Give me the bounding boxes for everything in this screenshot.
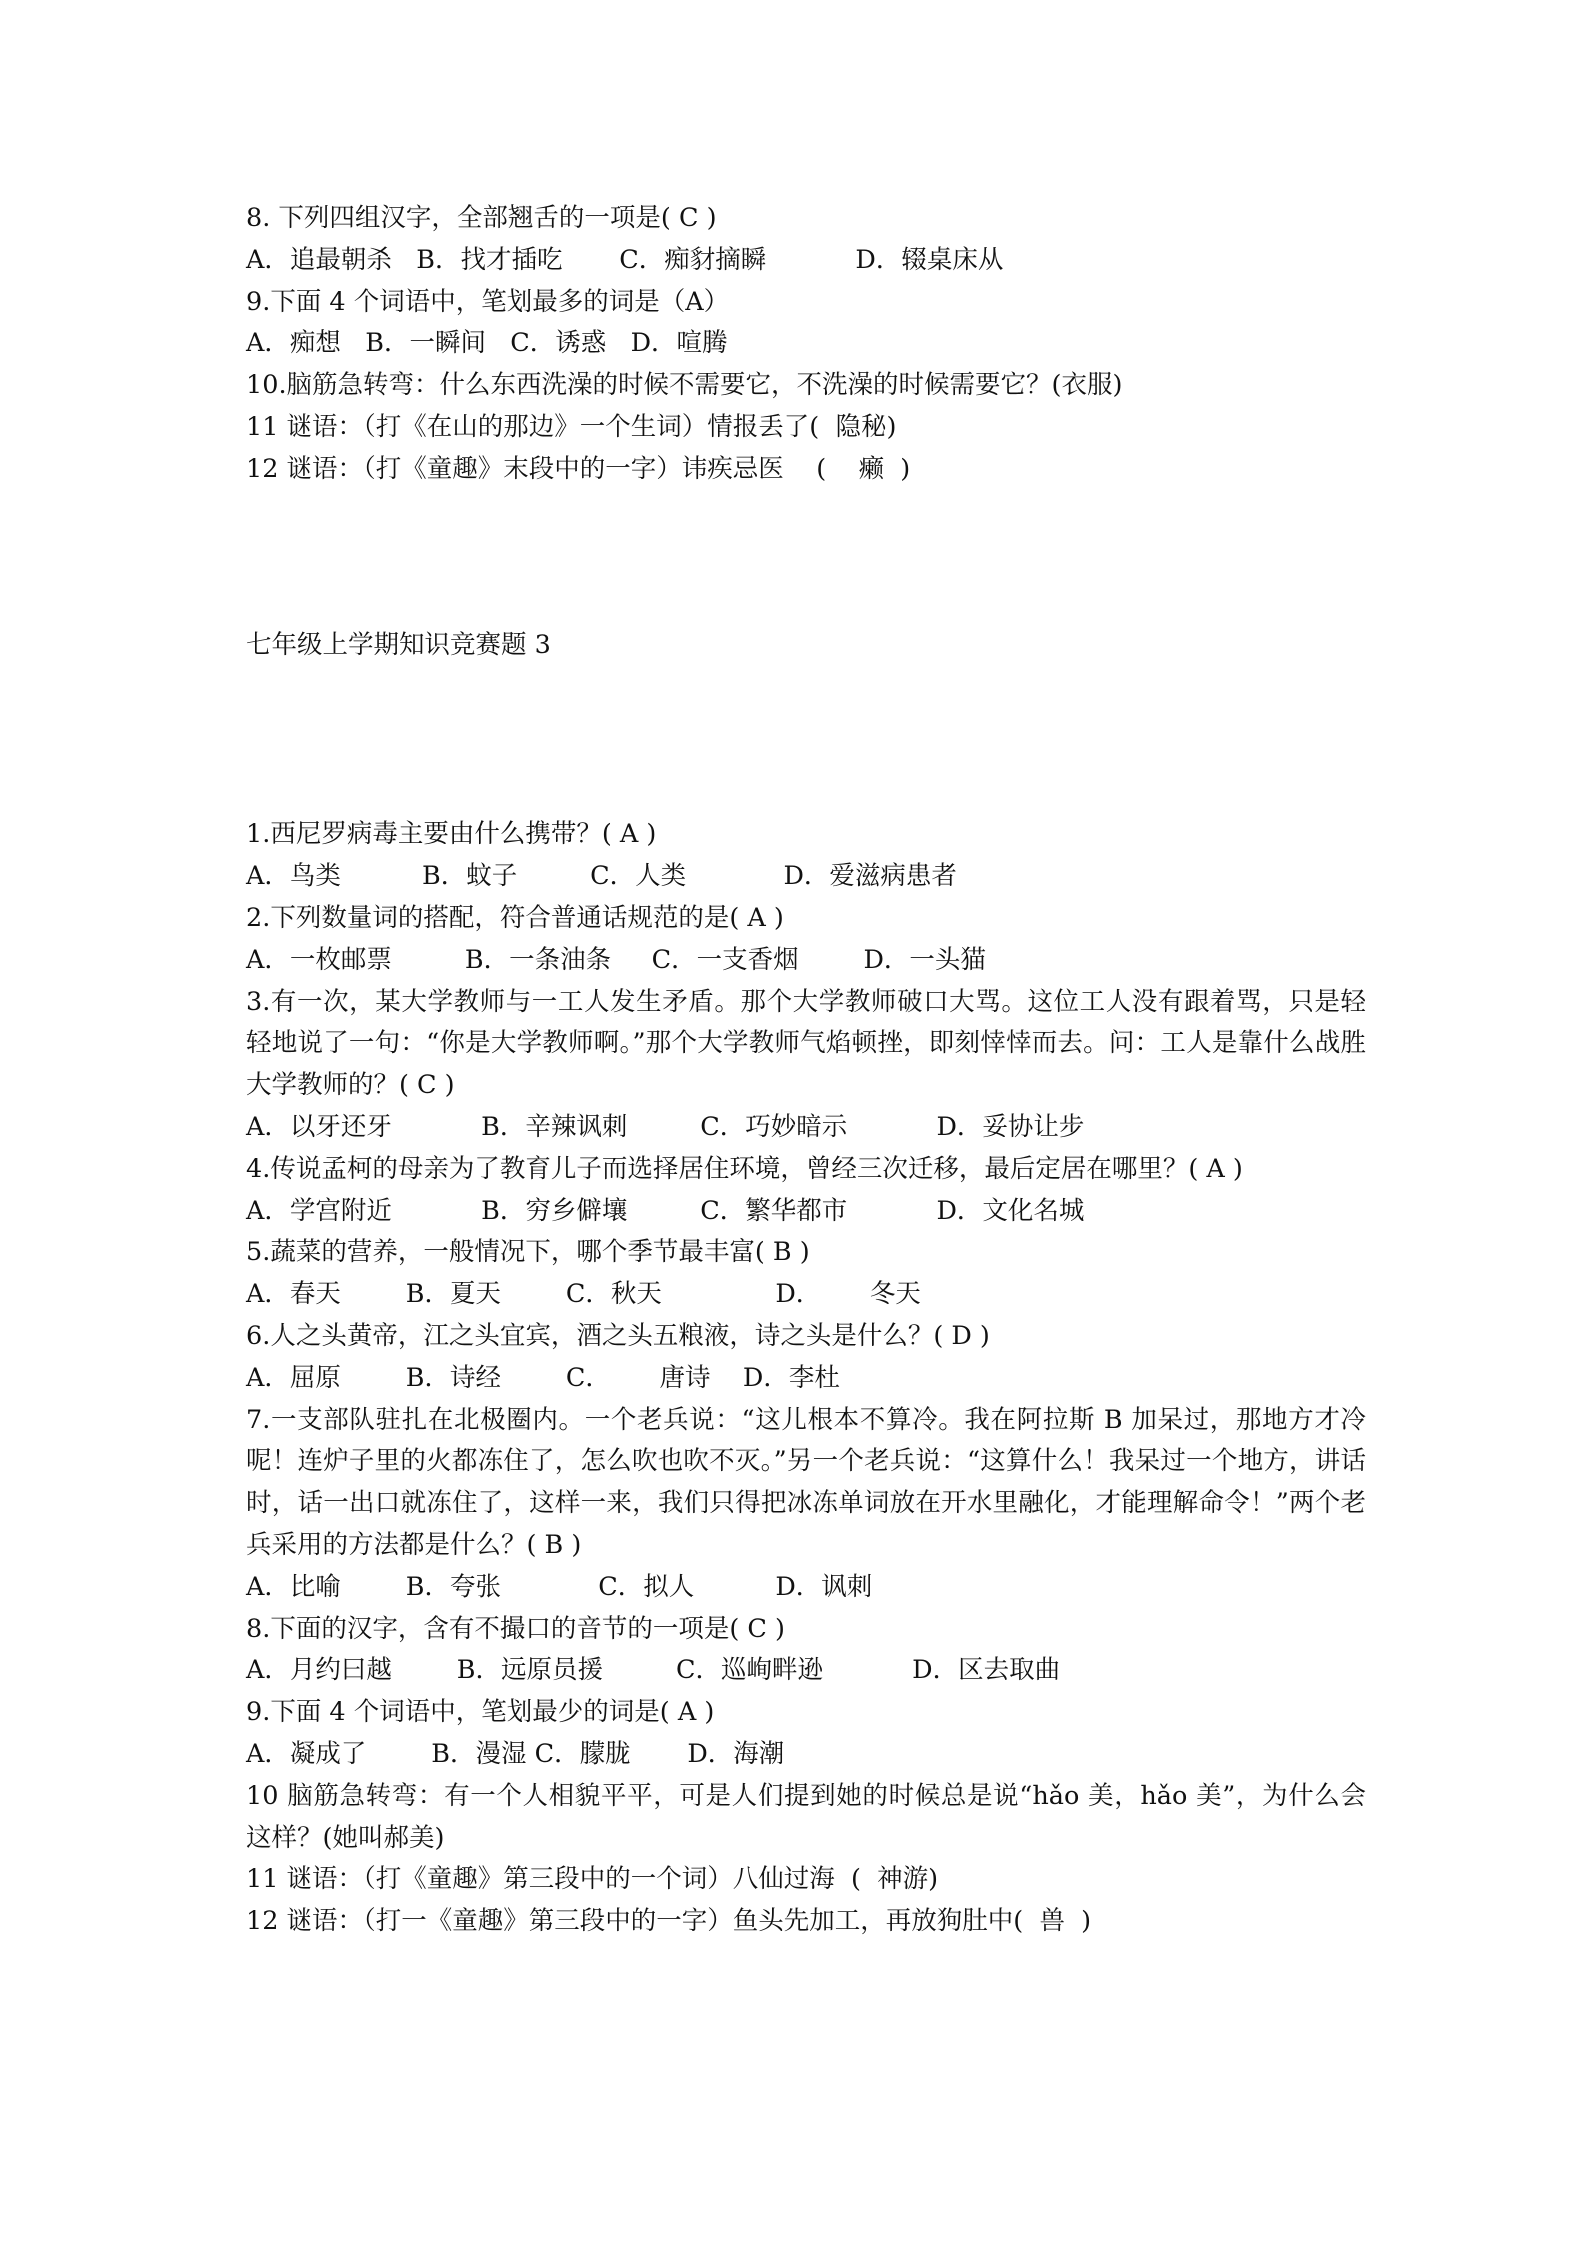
options-line: A．凝成了 B．漫湿 C．朦胧 D．海潮: [246, 1738, 785, 1769]
options-line: A．以牙还牙 B．辛辣讽刺 C．巧妙暗示 D．妥协让步: [246, 1111, 1085, 1142]
question-line: 10.脑筋急转弯：什么东西洗澡的时候不需要它，不洗澡的时候需要它？(衣服): [246, 370, 1123, 401]
question-line: 3.有一次，某大学教师与一工人发生矛盾。那个大学教师破口大骂。这位工人没有跟着骂，只是轻轻地说了一句：“你是大学教师啊。”那个大学教师气焰顿挫，即刻悻悻而去。问：工人是靠什么战胜大学教师的？( C ): [246, 986, 1366, 1101]
options-line: A．追最朝杀 B．找才插吃 C．痴豺摘瞬 D．辍桌床从: [246, 244, 1004, 275]
question-line: 10 脑筋急转弯：有一个人相貌平平，可是人们提到她的时候总是说“hǎo 美，hǎo 美”，为什么会这样？(她叫郝美): [246, 1780, 1366, 1853]
document-content: [246, 198, 1366, 1943]
question-line: 1.西尼罗病毒主要由什么携带？( A ): [246, 819, 657, 850]
question-line: 8.下面的汉字，含有不撮口的音节的一项是( C ): [246, 1613, 785, 1644]
riddle-line: 11 谜语：（打《在山的那边》一个生词）情报丢了( 隐秘): [246, 411, 897, 442]
options-line: A．痴想 B．一瞬间 C．诱惑 D．喧腾: [246, 328, 728, 359]
question-line: 9.下面 4 个词语中，笔划最多的词是（A）: [246, 286, 730, 317]
section-title: 七年级上学期知识竞赛题 3: [246, 629, 551, 660]
section-quiz-3: [246, 814, 1366, 1943]
riddle-line: 12 谜语：（打《童趣》末段中的一字）讳疾忌医 ( 癞 ): [246, 453, 911, 484]
question-line: 2.下列数量词的搭配，符合普通话规范的是( A ): [246, 902, 784, 933]
options-line: A．鸟类 B．蚊子 C．人类 D．爱滋病患者: [246, 861, 957, 892]
options-line: A．屈原 B．诗经 C． 唐诗 D．李杜: [246, 1362, 840, 1393]
options-line: A．一枚邮票 B．一条油条 C．一支香烟 D．一头猫: [246, 944, 986, 975]
spacer: [246, 491, 1366, 625]
options-line: A．学宫附近 B．穷乡僻壤 C．繁华都市 D．文化名城: [246, 1195, 1085, 1226]
question-line: 11 谜语：（打《童趣》第三段中的一个词）八仙过海 ( 神游): [246, 1864, 939, 1895]
spacer: [246, 666, 1366, 814]
question-line: 4.传说孟柯的母亲为了教育儿子而选择居住环境，曾经三次迁移，最后定居在哪里？( A ): [246, 1153, 1243, 1184]
question-line: 7.一支部队驻扎在北极圈内。一个老兵说：“这儿根本不算冷。我在阿拉斯 B 加呆过，那地方才冷呢！连炉子里的火都冻住了，怎么吹也吹不灭。”另一个老兵说：“这算什么！我呆过一个地方，讲话时，话一出口就冻住了，这样一来，我们只得把冰冻单词放在开水里融化，才能理解命令！”两个老兵采用的方法都是什么？( B ): [246, 1404, 1366, 1560]
question-line: 6.人之头黄帝，江之头宜宾，酒之头五粮液，诗之头是什么？( D ): [246, 1320, 990, 1351]
question-line: 12 谜语：（打一《童趣》第三段中的一字）鱼头先加工，再放狗肚中( 兽 ): [246, 1906, 1092, 1937]
section-quiz-2-tail: [246, 198, 1366, 491]
options-line: A．春天 B．夏天 C．秋天 D． 冬天: [246, 1279, 921, 1310]
options-line: A．比喻 B．夸张 C．拟人 D．讽刺: [246, 1571, 873, 1602]
question-line: 8. 下列四组汉字，全部翘舌的一项是( C ): [246, 203, 717, 233]
question-line: 9.下面 4 个词语中，笔划最少的词是( A ): [246, 1697, 715, 1728]
options-line: A．月约曰越 B．远原员援 C．巡峋畔逊 D．区去取曲: [246, 1655, 1061, 1686]
question-line: 5.蔬菜的营养，一般情况下，哪个季节最丰富( B ): [246, 1237, 810, 1268]
